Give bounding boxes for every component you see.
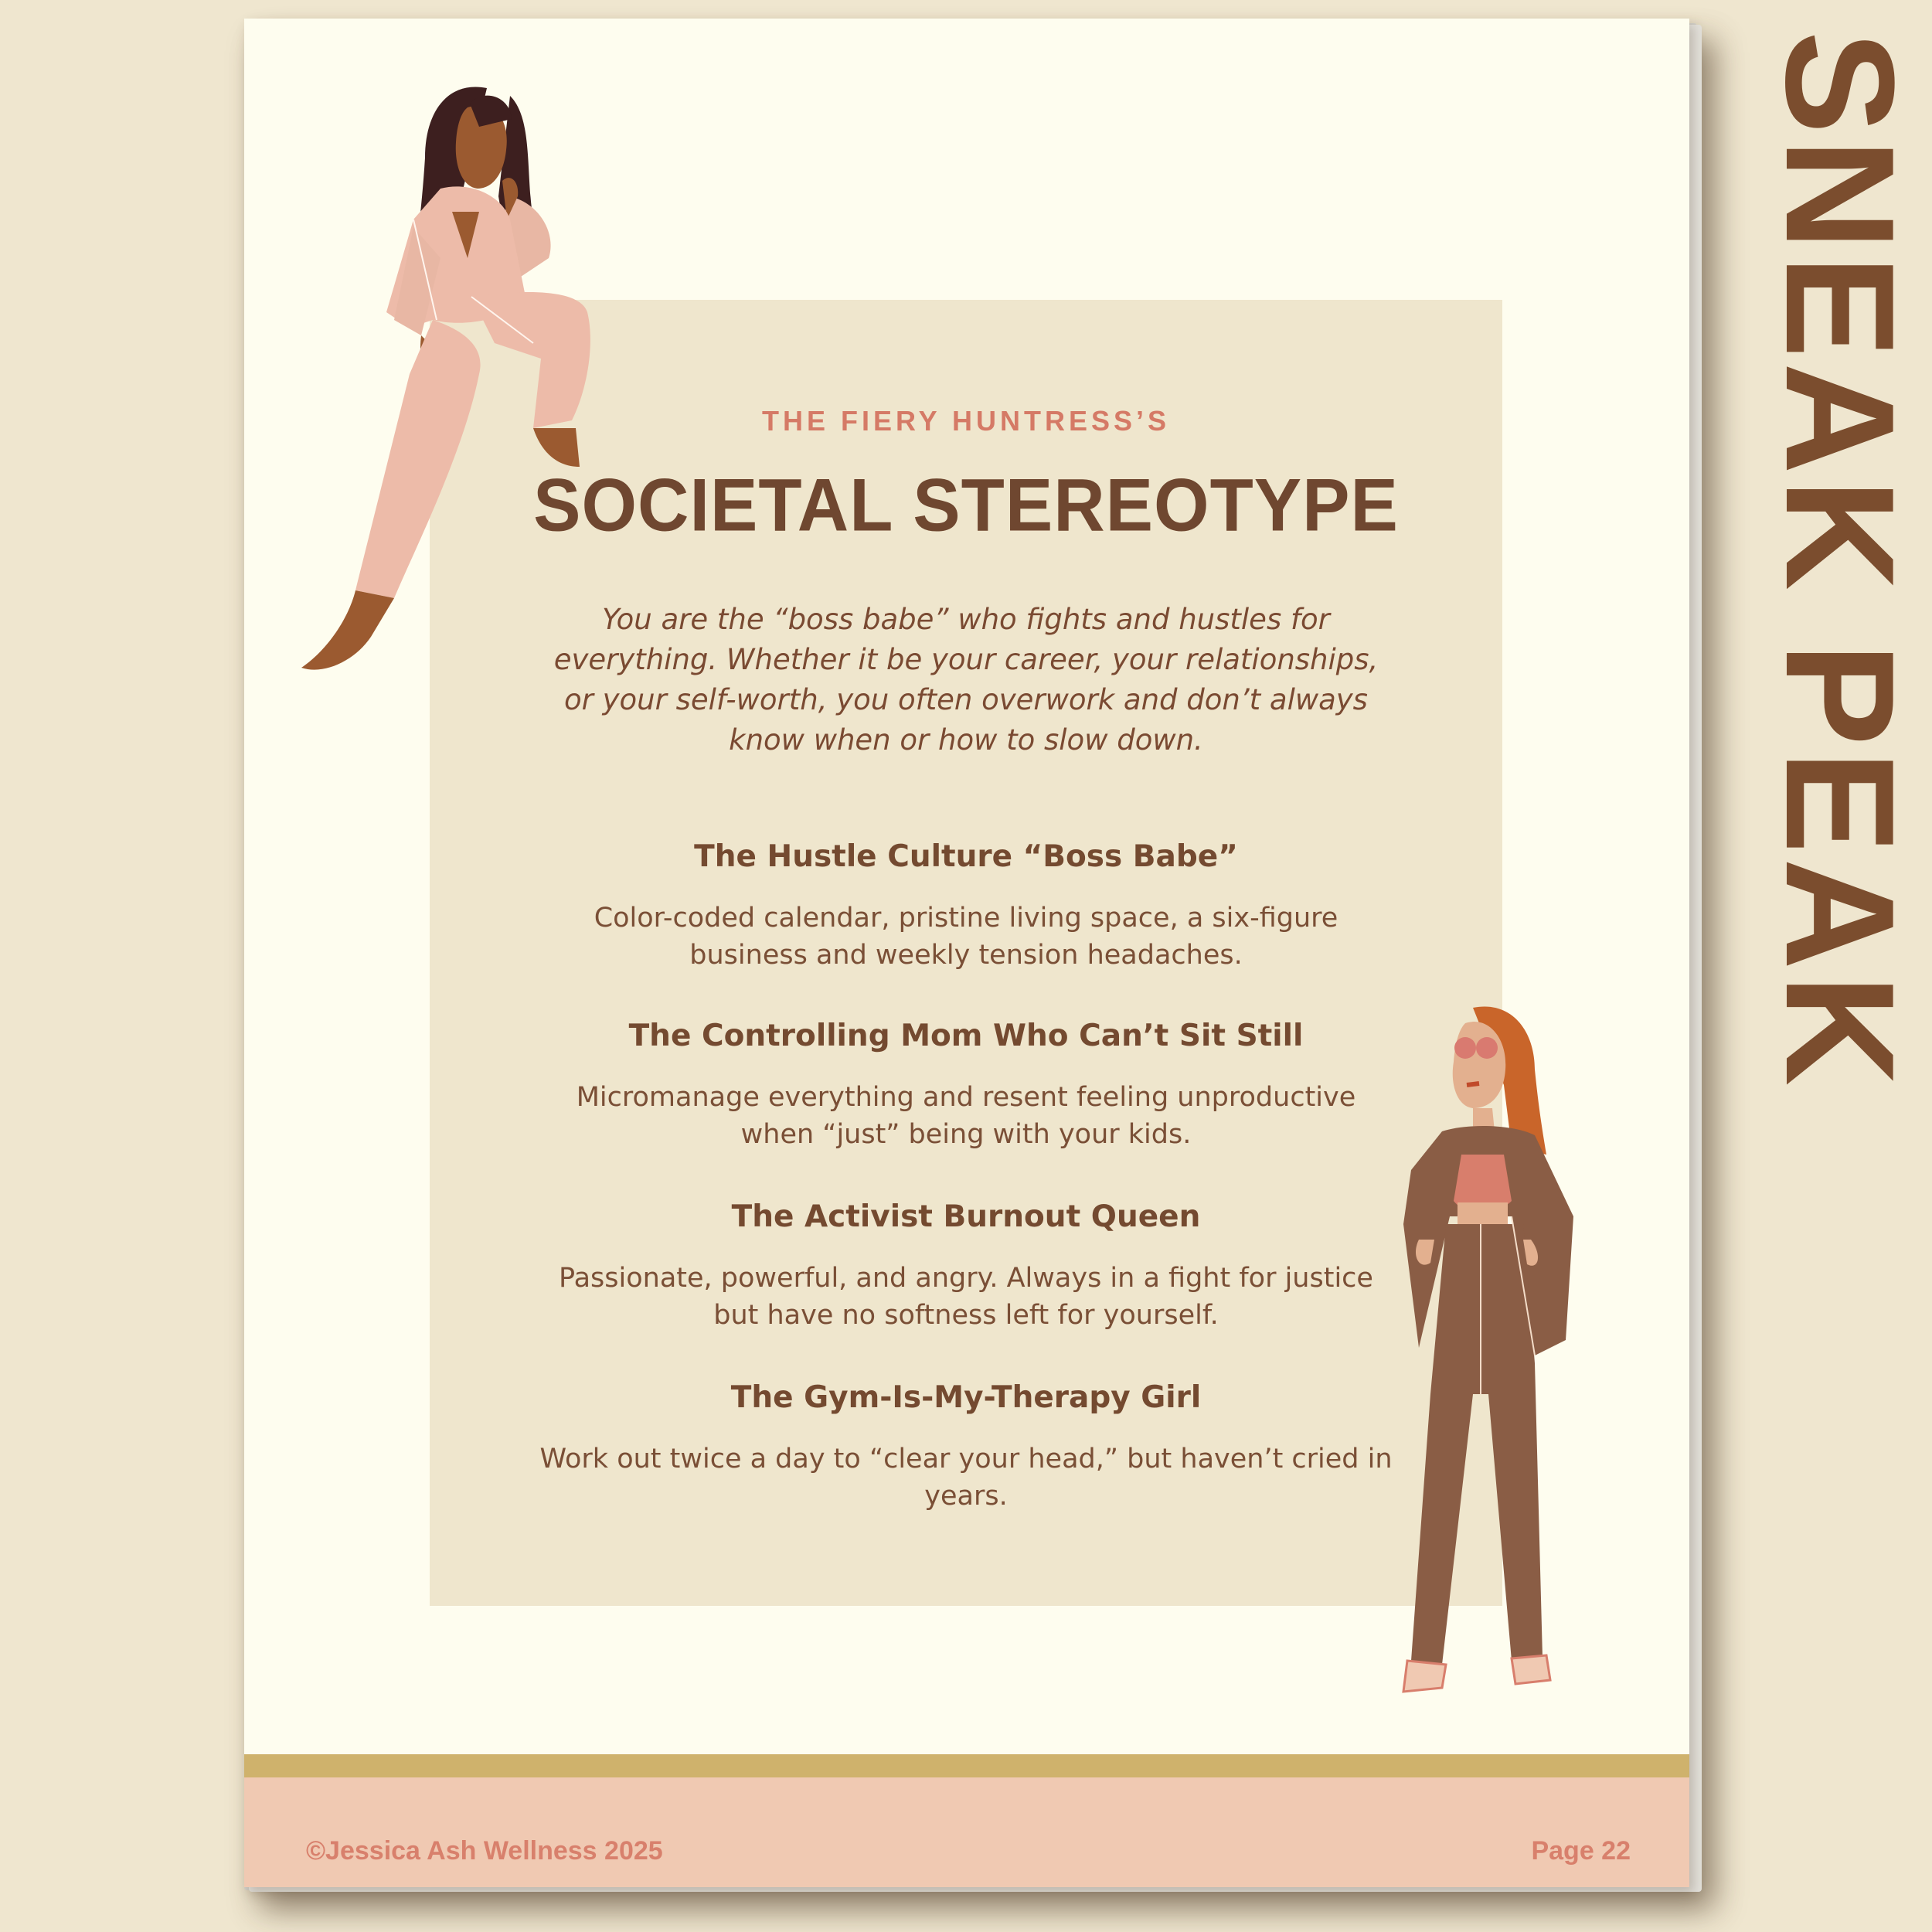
item-heading-4: The Gym-Is-My-Therapy Girl (730, 1380, 1202, 1415)
item-description-1: Color-coded calendar, pristine living space, a six-figure business and weekly tension headaches. (594, 903, 1338, 971)
intro-paragraph: You are the “boss babe” who fights and hustles for everything. Whether it be your career, your relationships, or your self-worth, you often overwork and don’t always know when or how to slow down. (553, 603, 1379, 757)
standing-woman-illustration (1357, 992, 1620, 1734)
side-label-sneak-peak: SNEAK PEAK (1753, 31, 1926, 1091)
footer-copyright: ©Jessica Ash Wellness 2025 (306, 1836, 663, 1866)
item-description-2: Micromanage everything and resent feeling unproductive when “just” being with your kids. (576, 1082, 1356, 1150)
footer-gold-band (244, 1754, 1689, 1777)
seated-woman-illustration (278, 65, 680, 683)
item-heading-1: The Hustle Culture “Boss Babe” (694, 839, 1238, 874)
footer-page-number: Page 22 (1531, 1836, 1631, 1866)
item-heading-2: The Controlling Mom Who Can’t Sit Still (628, 1019, 1304, 1053)
eyebrow-text: THE FIERY HUNTRESS’S (761, 405, 1171, 437)
item-description-3: Passionate, powerful, and angry. Always in a fight for justice but have no softness left for yourself. (559, 1263, 1373, 1331)
item-description-4: Work out twice a day to “clear your head,” but haven’t cried in years. (539, 1444, 1393, 1512)
page-title: SOCIETAL STEREOTYPE (533, 464, 1399, 547)
side-label-container (1747, 31, 1932, 1128)
footer-band (244, 1777, 1689, 1887)
item-heading-3: The Activist Burnout Queen (731, 1199, 1201, 1234)
document-page (244, 19, 1689, 1887)
